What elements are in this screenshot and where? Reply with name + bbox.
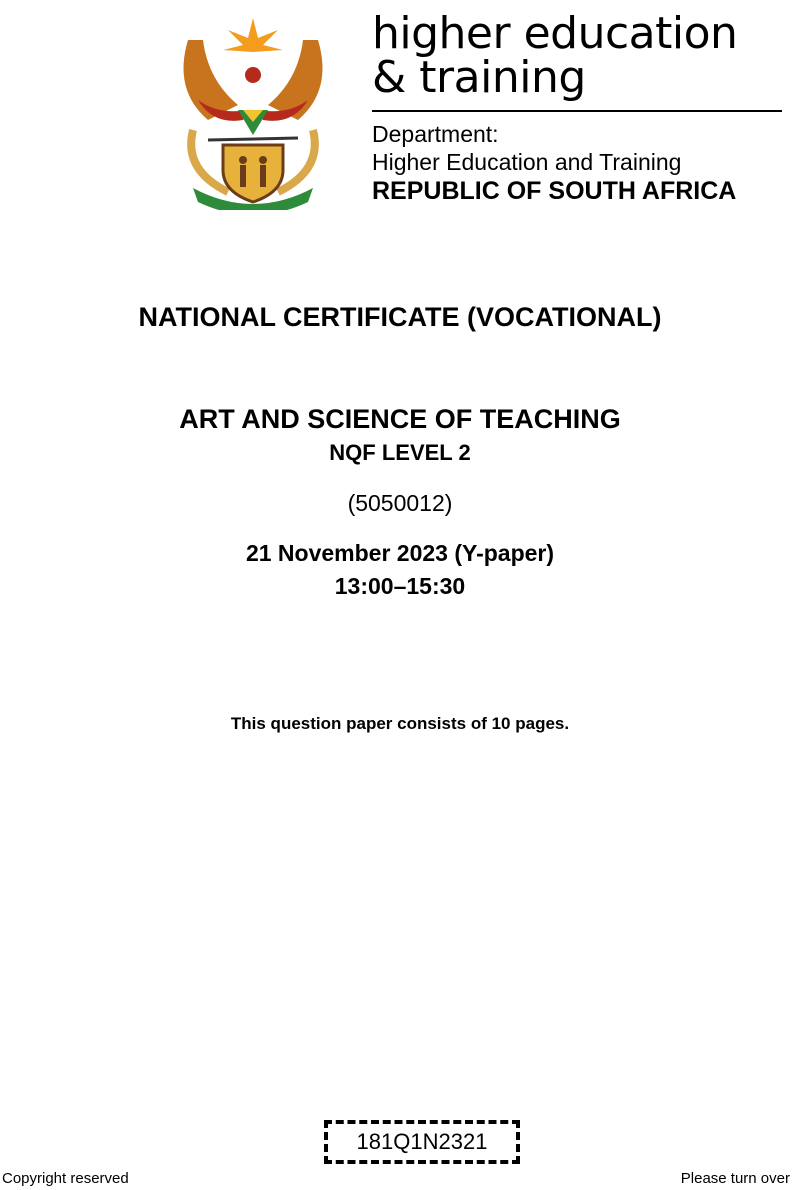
pages-note: This question paper consists of 10 pages. xyxy=(230,714,570,733)
department-name: Higher Education and Training xyxy=(372,149,682,175)
exam-date: 21 November 2023 (Y-paper) xyxy=(245,540,555,566)
paper-code-box: 181Q1N2321 xyxy=(324,1120,520,1164)
department-label: Department: xyxy=(372,121,499,147)
department-brand xyxy=(372,8,787,206)
subject-title: ART AND SCIENCE OF TEACHING xyxy=(179,404,621,434)
brand-title-line1: higher education xyxy=(372,8,738,59)
country-name: REPUBLIC OF SOUTH AFRICA xyxy=(372,177,737,205)
nqf-level: NQF LEVEL 2 xyxy=(329,440,471,465)
exam-time: 13:00–15:30 xyxy=(334,573,466,599)
subject-code: (5050012) xyxy=(347,490,453,516)
brand-title-line2: & training xyxy=(372,52,586,103)
brand-divider xyxy=(372,110,782,112)
certificate-title: NATIONAL CERTIFICATE (VOCATIONAL) xyxy=(138,302,662,332)
turn-over-notice: Please turn over xyxy=(680,1170,790,1187)
copyright-notice: Copyright reserved xyxy=(2,1170,129,1187)
coat-of-arms-logo xyxy=(168,10,338,210)
